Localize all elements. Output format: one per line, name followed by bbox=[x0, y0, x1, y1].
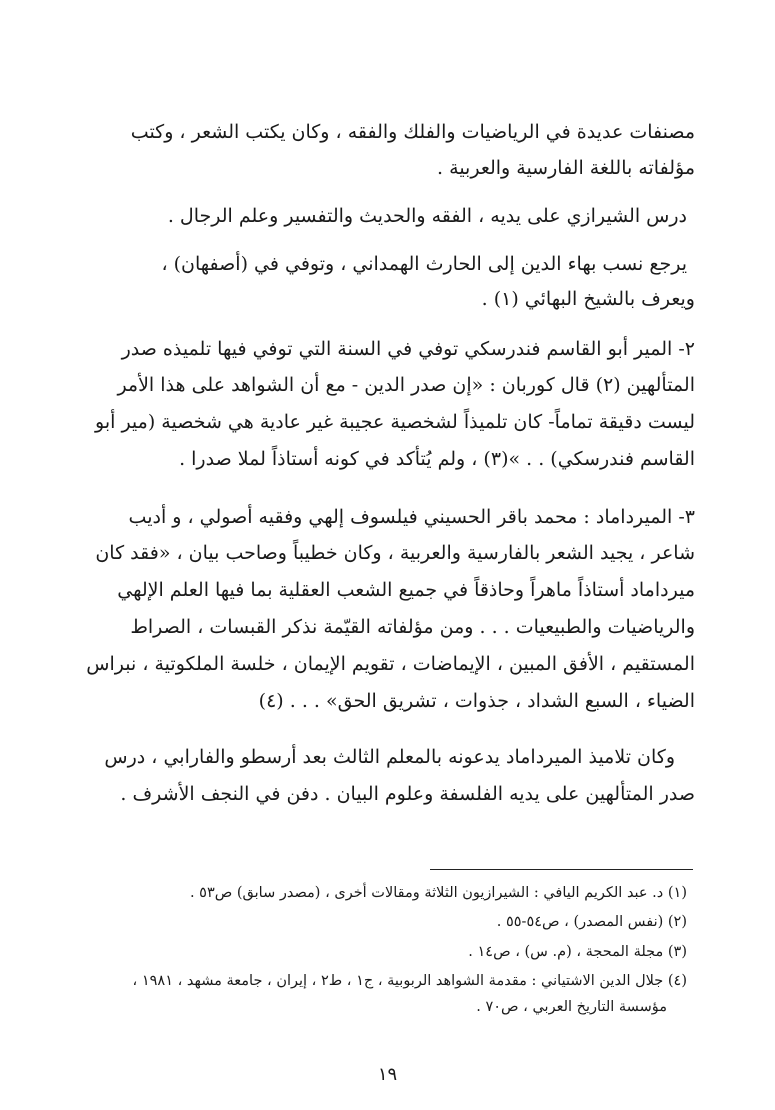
footnote: مؤسسة التاريخ العربي ، ص٧٠ . bbox=[476, 999, 667, 1015]
body-line: شاعر ، يجيد الشعر بالفارسية والعربية ، وكان خطيباً وصاحب بيان ، «فقد كان bbox=[95, 542, 695, 564]
body-line: وكان تلاميذ الميرداماد يدعونه بالمعلم الثالث بعد أرسطو والفارابي ، درس bbox=[104, 746, 675, 768]
body-line: مصنفات عديدة في الرياضيات والفلك والفقه ، وكان يكتب الشعر ، وكتب bbox=[130, 121, 695, 143]
body-line: درس الشيرازي على يديه ، الفقه والحديث والتفسير وعلم الرجال . bbox=[167, 205, 687, 227]
footnote: (١) د. عبد الكريم اليافي : الشيرازيون الثلاثة ومقالات أخرى ، (مصدر سابق) ص٥٣ . bbox=[189, 885, 687, 901]
page-number: ١٩ bbox=[377, 1064, 398, 1085]
footnote-divider bbox=[430, 869, 693, 870]
body-line: المستقيم ، الأفق المبين ، الإيماضات ، تقويم الإيمان ، خلسة الملكوتية ، نبراس bbox=[86, 653, 695, 675]
body-line: المتألهين (٢) قال كوربان : «إن صدر الدين - مع أن الشواهد على هذا الأمر bbox=[117, 374, 695, 396]
body-line: الضياء ، السبع الشداد ، جذوات ، تشريق الحق» . . . (٤) bbox=[258, 690, 695, 712]
body-line: ليست دقيقة تماماً- كان تلميذاً لشخصية عجيبة غير عادية هي شخصية (مير أبو bbox=[95, 411, 695, 433]
body-line: مؤلفاته باللغة الفارسية والعربية . bbox=[437, 157, 695, 179]
body-line: يرجع نسب بهاء الدين إلى الحارث الهمداني ، وتوفي في (أصفهان) ، bbox=[161, 253, 687, 275]
footnote: (٤) جلال الدين الاشتياني : مقدمة الشواهد الربوبية ، ج١ ، ط٢ ، إيران ، جامعة مشهد ، ١٩٨١ ، bbox=[132, 973, 687, 989]
body-line: ويعرف بالشيخ البهائي (١) . bbox=[481, 288, 695, 310]
footnote: (٣) مجلة المحجة ، (م. س) ، ص١٤ . bbox=[468, 944, 687, 960]
body-line: صدر المتألهين على يديه الفلسفة وعلوم البيان . دفن في النجف الأشرف . bbox=[120, 783, 695, 805]
body-line: ميرداماد أستاذاً ماهراً وحاذقاً في جميع الشعب العقلية بما فيها العلم الإلهي bbox=[117, 579, 695, 601]
footnote: (٢) (نفس المصدر) ، ص٥٤-٥٥ . bbox=[496, 914, 687, 930]
body-line: ٢- المير أبو القاسم فندرسكي توفي في السنة التي توفي فيها تلميذه صدر bbox=[121, 338, 695, 360]
body-line: والرياضيات والطبيعيات . . . ومن مؤلفاته القيّمة نذكر القبسات ، الصراط bbox=[130, 616, 695, 638]
body-line: القاسم فندرسكي) . . »(٣) ، ولم يُتأكد في كونه أستاذاً لملا صدرا . bbox=[179, 448, 695, 470]
body-line: ٣- الميرداماد : محمد باقر الحسيني فيلسوف إلهي وفقيه أصولي ، و أديب bbox=[128, 506, 695, 528]
